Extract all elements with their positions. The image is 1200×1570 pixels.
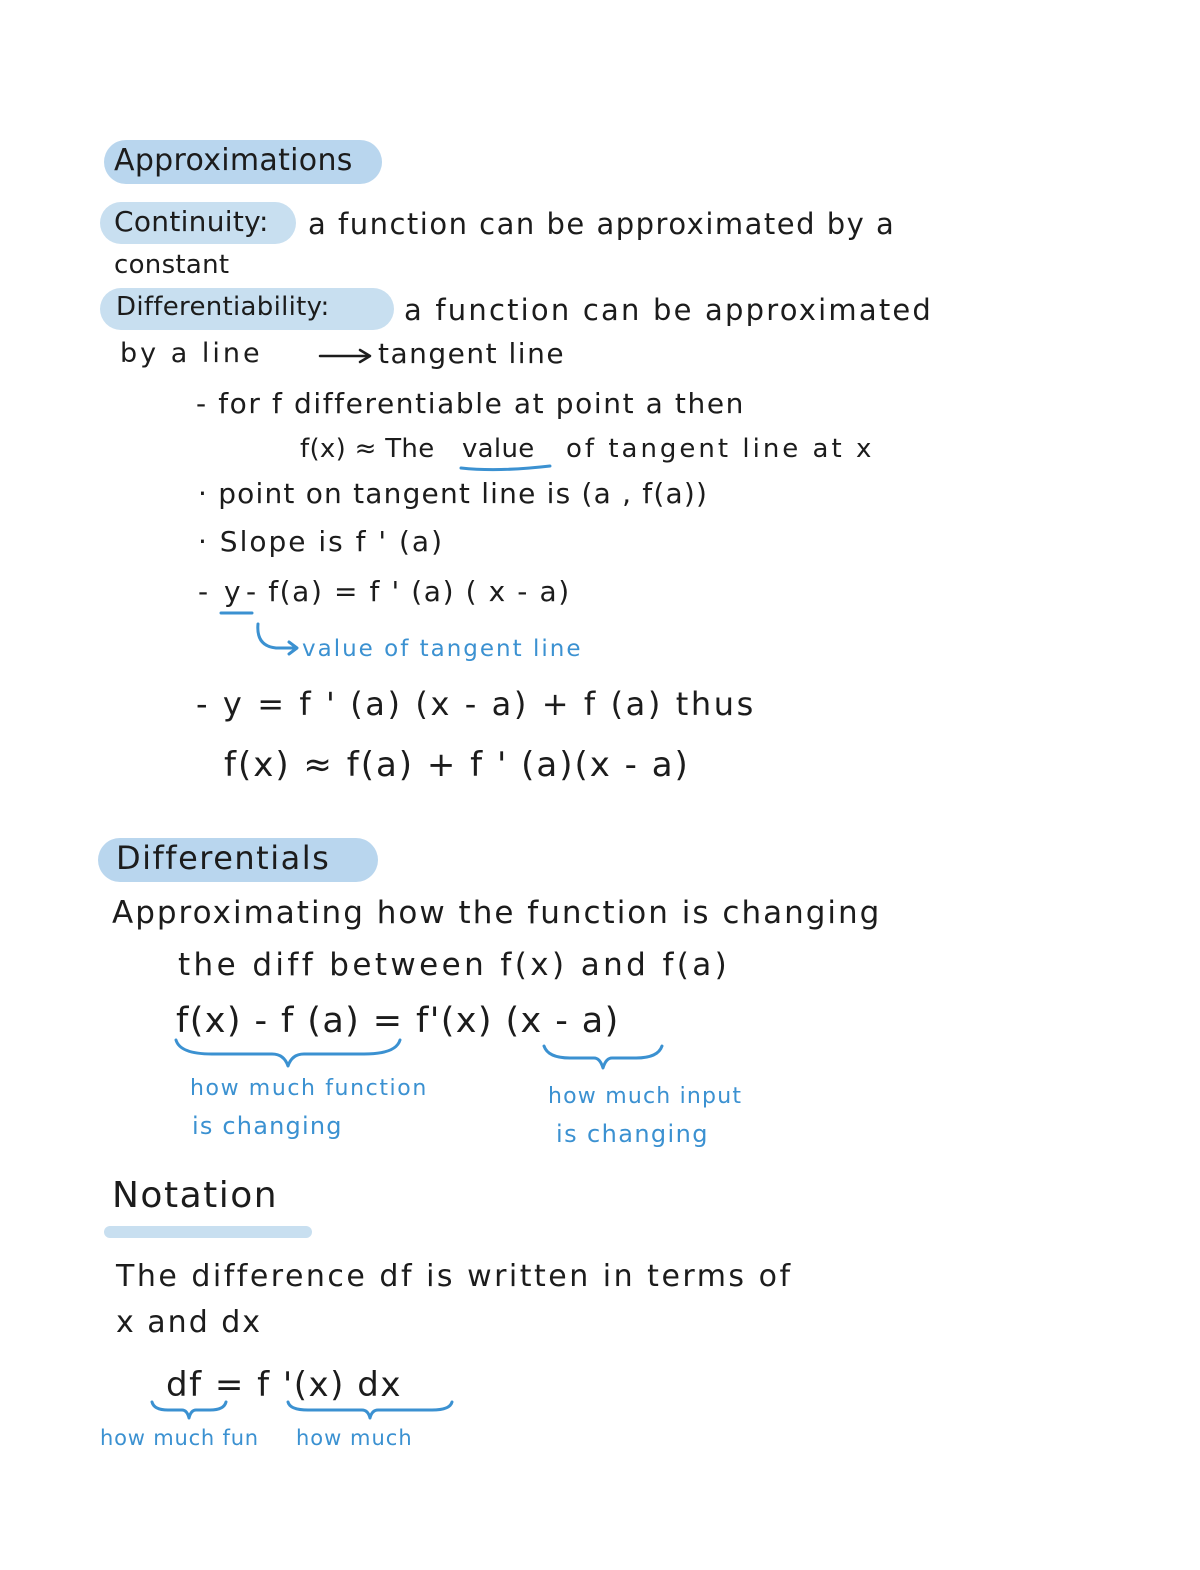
differentials-heading: Differentials [116, 839, 331, 877]
approx-bullet-3: · Slope is f ' (a) [198, 525, 445, 558]
df-brace-icon [148, 1398, 230, 1422]
approx-bullet-2: · point on tangent line is (a , f(a)) [198, 477, 709, 510]
differentials-formula: f(x) - f (a) = f'(x) (x - a) [176, 1001, 620, 1041]
right-brace-icon [540, 1042, 666, 1072]
differentials-note-left-1: how much function [190, 1076, 428, 1101]
approx-bullet-5: - y = f ' (a) (x - a) + f (a) thus [196, 685, 756, 723]
notation-formula: df = f '(x) dx [166, 1365, 402, 1405]
differentials-note-right-2: is changing [556, 1120, 709, 1148]
notation-line-2: x and dx [116, 1305, 263, 1340]
value-underline [458, 462, 554, 474]
notation-note-right: how much [296, 1426, 413, 1450]
continuity-text-2: constant [114, 250, 230, 280]
approx-bullet-1-formula-pre: f(x) ≈ The [300, 434, 435, 464]
left-brace-icon [172, 1036, 404, 1070]
continuity-label: Continuity: [114, 205, 269, 238]
notation-line-1: The difference df is written in terms of [116, 1259, 793, 1294]
notation-note-left: how much fun [100, 1426, 259, 1450]
approx-bullet-4-rest: - f(a) = f ' (a) ( x - a) [246, 575, 571, 608]
differentials-line-2: the diff between f(x) and f(a) [178, 947, 731, 983]
approximations-heading: Approximations [114, 143, 353, 178]
approx-bullet-1-formula-post: of tangent line at x [566, 434, 875, 464]
approx-bullet-4-dash: - [198, 575, 209, 608]
fx-dx-brace-icon [284, 1398, 456, 1422]
differentiability-text: a function can be approximated [404, 293, 934, 327]
differentials-note-right-1: how much input [548, 1084, 743, 1109]
differentials-note-left-2: is changing [192, 1112, 343, 1140]
notation-heading-underline [104, 1226, 312, 1238]
differentials-line-1: Approximating how the function is changing [112, 895, 882, 931]
approx-bullet-1: - for f differentiable at point a then [196, 387, 746, 420]
approx-result: f(x) ≈ f(a) + f ' (a)(x - a) [224, 745, 690, 785]
notation-heading: Notation [112, 1175, 279, 1216]
continuity-text: a function can be approximated by a [308, 207, 896, 241]
approx-bullet-4-note: value of tangent line [302, 636, 583, 662]
approx-bullet-4-y: y [224, 575, 241, 608]
curved-arrow-icon [252, 620, 300, 656]
differentiability-text-2-pre: by a line [120, 338, 263, 369]
y-underline [218, 608, 258, 618]
approx-bullet-1-formula-value: value [462, 434, 535, 464]
differentiability-text-2-post: tangent line [378, 337, 566, 370]
differentiability-label: Differentiability: [116, 292, 330, 322]
arrow-right-icon [318, 346, 374, 366]
